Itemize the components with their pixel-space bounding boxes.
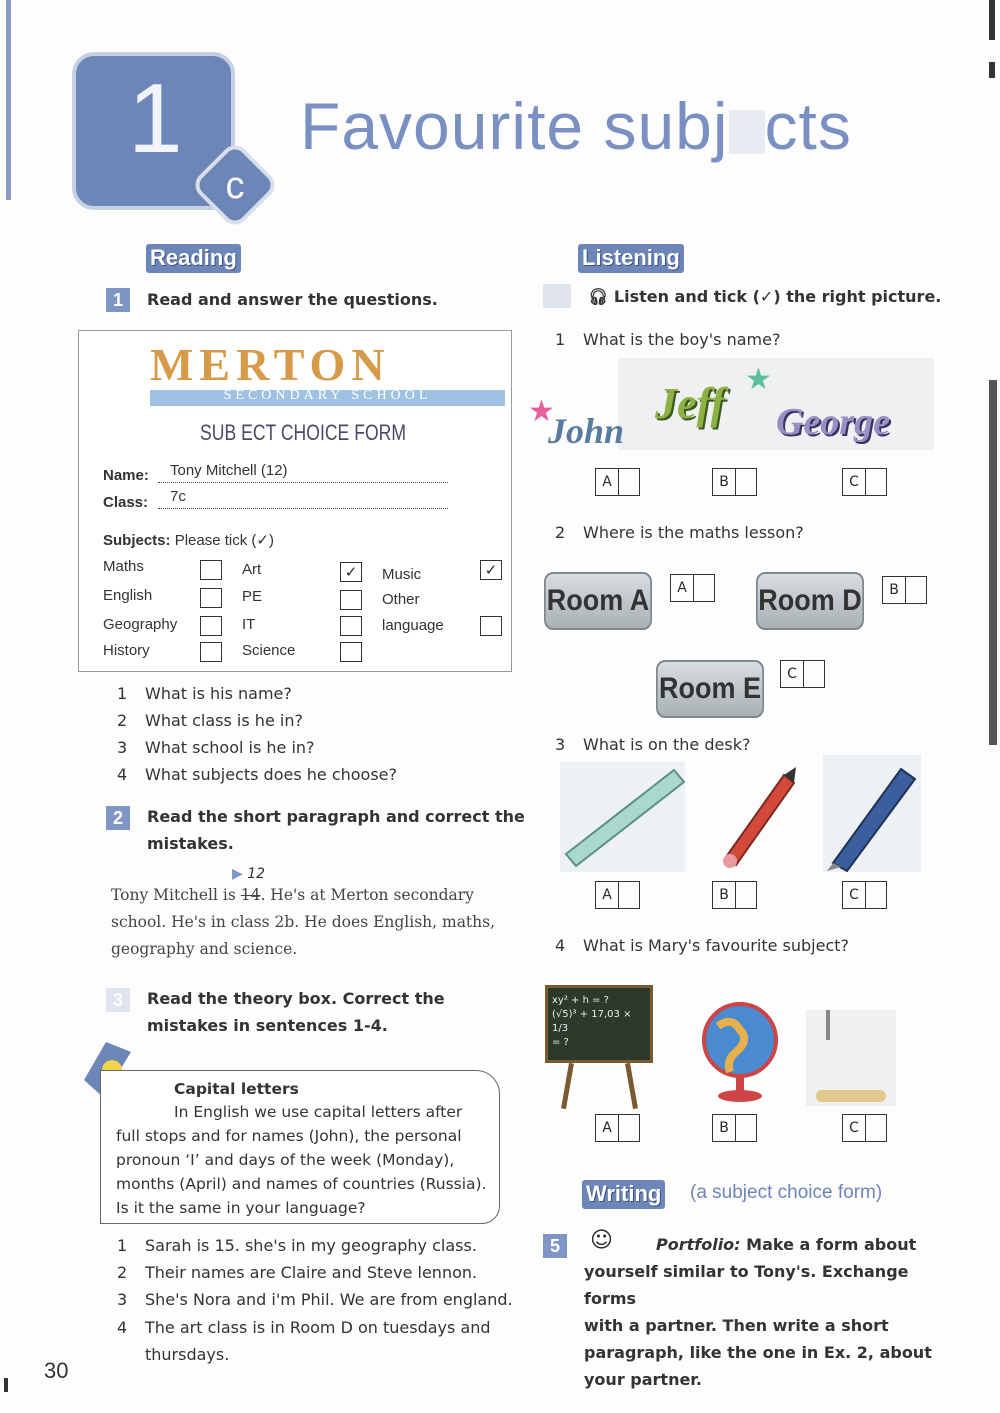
page-title: Favourite subj cts [300, 89, 852, 163]
star-icon: ★ [745, 362, 772, 397]
star-icon: ★ [528, 394, 555, 429]
answer-box-b[interactable]: B [712, 1114, 757, 1142]
theory-line: months (April) and names of countries (Russia). [116, 1175, 487, 1193]
subject-checkbox[interactable] [340, 590, 362, 610]
question: 2 What class is he in? [117, 711, 303, 730]
name-jeff: Jeff [655, 379, 726, 428]
edge-mark [989, 62, 995, 78]
question: 3 What is on the desk? [555, 735, 751, 754]
pen-icon [823, 755, 921, 872]
exercise-instruction: Read the short paragraph and correct the mistakes. [147, 807, 525, 853]
writing-heading: Writing [582, 1180, 665, 1209]
subject-checkbox[interactable] [340, 616, 362, 636]
question: 3 What school is he in? [117, 738, 315, 757]
theory-line: Is it the same in your language? [116, 1199, 366, 1217]
question: 2 Where is the maths lesson? [555, 523, 804, 542]
ruler-icon [560, 762, 685, 872]
exercise-number: 3 [106, 988, 130, 1012]
exercise-instruction: Read the theory box. Correct the mistakes in sentences 1-4. [147, 989, 445, 1035]
sentence: 2 Their names are Claire and Steve lennon. [117, 1263, 478, 1282]
headphones-icon: 🎧︎ [588, 287, 609, 306]
name-line [158, 482, 448, 483]
answer-box-c[interactable]: C [842, 881, 887, 909]
answer-box-a[interactable]: A [670, 574, 715, 602]
answer-box-c[interactable]: C [842, 1114, 887, 1142]
answer-box-a[interactable]: A [595, 468, 640, 496]
margin-bar [6, 0, 11, 200]
paragraph: Tony Mitchell is 14. He's at Merton secondary school. He's in class 2b. He does English, maths, geography and science. [111, 886, 496, 958]
answer-box-a[interactable]: A [595, 1114, 640, 1142]
class-label: Class: [103, 494, 149, 511]
exercise-number: 1 [106, 288, 130, 312]
answer-box-c[interactable]: C [780, 660, 825, 688]
name-value: Tony Mitchell (12) [170, 462, 288, 479]
listening-heading: Listening [578, 244, 684, 273]
room-d-sign: Room D [756, 572, 864, 630]
subject-checkbox[interactable]: ✓ [340, 562, 362, 582]
form-title: SUB ECT CHOICE FORM [200, 420, 407, 445]
name-george: George [776, 401, 890, 443]
theory-line: pronoun ‘I’ and days of the week (Monday), [116, 1151, 455, 1169]
subject-checkbox[interactable] [200, 560, 222, 580]
answer-box-b[interactable]: B [712, 881, 757, 909]
subject-label: Geography [103, 616, 178, 633]
subject-label: Science [242, 642, 296, 659]
subject-checkbox[interactable] [340, 642, 362, 662]
handwritten-correction: ▶ 12 [232, 866, 266, 882]
exercise-number: 5 [543, 1234, 567, 1258]
portfolio-icon: ☺ [590, 1228, 613, 1253]
blackboard-icon: xy² + h = ? (√5)³ + 17,03 × 1/3 = ? [545, 985, 655, 1110]
question: 1 What is his name? [117, 684, 292, 703]
room-e-sign: Room E [656, 660, 764, 718]
subject-label: History [103, 642, 150, 659]
theory-title: Capital letters [174, 1080, 299, 1098]
answer-box-b[interactable]: B [882, 576, 927, 604]
subject-label: language [382, 617, 444, 634]
edge-mark [4, 1378, 8, 1392]
sentence: thursdays. [145, 1345, 230, 1364]
theory-line: In English we use capital letters after [174, 1103, 463, 1121]
unit-letter: c [225, 165, 245, 207]
sentence: 3 She's Nora and i'm Phil. We are from england. [117, 1290, 513, 1309]
question: 1 What is the boy's name? [555, 330, 781, 349]
question: 4 What is Mary's favourite subject? [555, 936, 850, 955]
edge-mark [989, 0, 995, 40]
pencil-icon [716, 765, 801, 870]
unit-number: 1 [128, 63, 183, 173]
subject-checkbox[interactable] [200, 588, 222, 608]
answer-box-a[interactable]: A [595, 881, 640, 909]
subject-checkbox[interactable] [200, 616, 222, 636]
subject-checkbox[interactable] [480, 616, 502, 636]
answer-box-b[interactable]: B [712, 468, 757, 496]
globe-icon [700, 996, 780, 1106]
subject-label: IT [242, 616, 256, 633]
name-john: John [548, 411, 625, 451]
exercise-number [543, 284, 571, 308]
subject-label: Maths [103, 558, 144, 575]
class-value: 7c [170, 488, 186, 505]
exercise-instruction: 🎧︎ Listen and tick (✓) the right picture. [588, 287, 942, 306]
unit-letter-badge [190, 140, 280, 230]
subject-checkbox[interactable]: ✓ [480, 560, 502, 580]
subject-label: Art [242, 561, 262, 578]
subject-label: Music [382, 566, 422, 583]
subject-checkbox[interactable] [200, 642, 222, 662]
school-name: MERTON [150, 339, 391, 390]
class-line [158, 508, 448, 509]
room-a-sign: Room A [544, 572, 652, 630]
question: 4 What subjects does he choose? [117, 765, 398, 784]
edge-mark [989, 380, 997, 745]
answer-box-c[interactable]: C [842, 468, 887, 496]
name-label: Name: [103, 467, 149, 484]
writing-subtitle: (a subject choice form) [690, 1182, 883, 1203]
reading-heading: Reading [146, 244, 241, 273]
school-subtitle: SECONDARY SCHOOL [223, 388, 432, 403]
theory-line: full stops and for names (John), the personal [116, 1127, 462, 1145]
sentence: 4 The art class is in Room D on tuesdays and [117, 1318, 491, 1337]
exercise-number: 2 [106, 806, 130, 830]
exercise-instruction: Portfolio: Make a form about yourself similar to Tony's. Exchange forms with a partner. Then write a short paragraph, like the one in Ex. 2, about your partner. [584, 1235, 932, 1389]
exercise-instruction: Read and answer the questions. [147, 290, 438, 309]
sentence: 1 Sarah is 15. she's in my geography class. [117, 1236, 477, 1255]
science-equipment-icon [806, 1010, 896, 1106]
subjects-heading: Subjects: Please tick (✓) [103, 532, 274, 549]
subject-label: English [103, 587, 153, 604]
subject-label: PE [242, 588, 263, 605]
page-number: 30 [44, 1358, 69, 1383]
subject-label: Other [382, 591, 420, 608]
